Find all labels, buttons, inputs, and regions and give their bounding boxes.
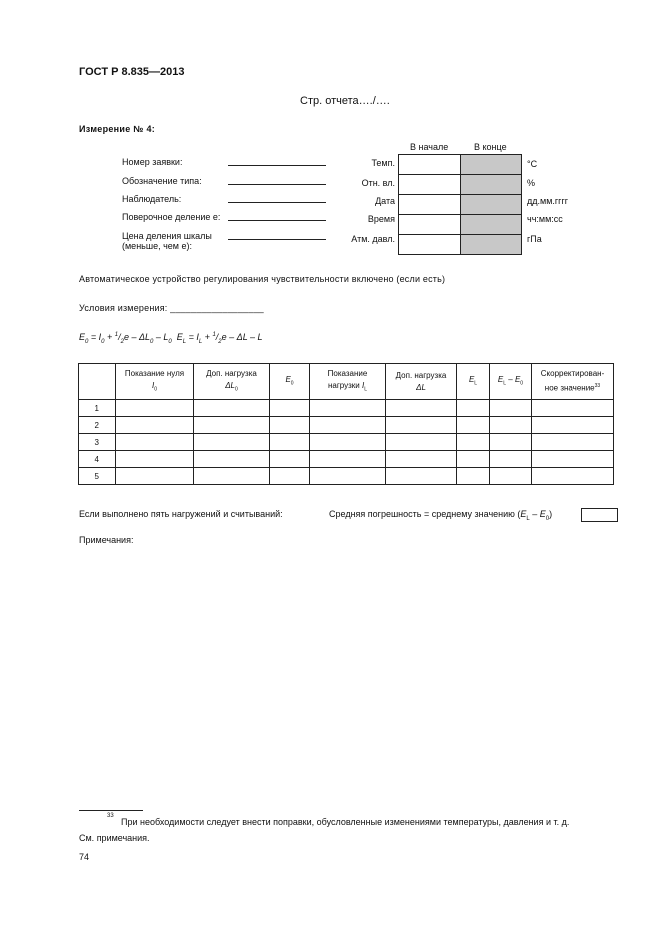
time-start-cell[interactable] [399,215,461,235]
header-diff-minus: – [506,374,515,384]
five-loads-text: Если выполнено пять нагружений и считываний: [79,509,283,519]
table-cell[interactable] [116,434,194,451]
average-error-minus: – [529,509,540,519]
header-diff-b-sub: 0 [520,380,524,387]
header-add-load-2 [386,364,457,400]
header-diff-b: E [514,374,521,384]
table-cell[interactable] [116,417,194,434]
table-cell[interactable] [270,400,310,417]
footnote-mark: 33 [107,813,114,819]
header-load-reading-text-2: нагрузки [327,380,360,390]
table-cell[interactable] [386,400,457,417]
measurement-table [78,363,614,485]
table-cell[interactable] [490,417,532,434]
table-cell[interactable] [310,400,386,417]
measurement-title: Измерение № 4: [79,124,156,134]
temp-start-cell[interactable] [399,155,461,175]
table-cell[interactable] [386,417,457,434]
header-diff [490,364,532,400]
table-cell[interactable] [490,468,532,485]
header-row-number [79,364,116,400]
average-error-box[interactable] [581,508,618,522]
request-number-label: Номер заявки: [122,157,183,167]
average-error-label: Средняя погрешность = среднему значению ( [329,509,521,519]
row-number: 3 [79,434,116,451]
table-cell[interactable] [194,468,270,485]
average-error-a-sub: L [526,515,530,522]
table-cell[interactable] [194,451,270,468]
pressure-unit: гПа [527,234,542,244]
table-row [79,434,614,451]
date-start-cell[interactable] [399,195,461,215]
notes-label: Примечания: [79,535,134,545]
table-cell[interactable] [270,468,310,485]
header-load-reading-text-1: Показание [327,368,368,378]
table-row [79,468,614,485]
header-diff-a-sub: L [503,380,507,387]
humidity-unit: % [527,178,536,188]
table-cell[interactable] [490,400,532,417]
table-cell[interactable] [532,434,614,451]
table-cell[interactable] [457,434,490,451]
table-cell[interactable] [310,434,386,451]
header-add-load-2-text: Доп. нагрузка [395,370,447,380]
type-designation-label: Обозначение типа: [122,176,202,186]
table-cell[interactable] [457,451,490,468]
table-row [79,451,614,468]
scale-interval-label-2: (меньше, чем e): [122,241,192,251]
average-error-a: E [520,509,527,519]
header-e0-symbol: E [285,374,291,384]
header-zero-sub: 0 [154,386,157,393]
temp-unit: °C [527,159,538,169]
table-cell[interactable] [386,434,457,451]
row-number: 2 [79,417,116,434]
header-add-load-1-symbol: ΔL [225,380,236,390]
header-zero-reading-text: Показание нуля [124,368,185,378]
pressure-label: Атм. давл. [351,234,395,244]
header-e0-sub: 0 [290,380,294,387]
table-cell[interactable] [457,400,490,417]
table-cell[interactable] [386,451,457,468]
header-add-load-1-text: Доп. нагрузка [206,368,257,378]
time-end-cell[interactable] [460,215,522,235]
col-end-header: В конце [474,142,507,152]
auto-device-text: Автоматическое устройство регулирования чувствительности включено (если есть) [79,274,446,284]
header-corrected-text-1: Скорректирован- [540,369,605,379]
average-error-b-sub: 0 [545,515,550,522]
header-el [457,364,490,400]
table-cell[interactable] [194,434,270,451]
header-zero-symbol: I [151,380,155,390]
table-cell[interactable] [532,451,614,468]
table-row [79,400,614,417]
average-error-text [329,509,552,522]
row-number: 5 [79,468,116,485]
humidity-end-cell[interactable] [460,175,522,195]
scale-interval-label-1: Цена деления шкалы [122,231,212,241]
header-load-reading [310,364,386,400]
table-cell[interactable] [532,468,614,485]
table-cell[interactable] [386,468,457,485]
document-id: ГОСТ Р 8.835—2013 [79,66,185,78]
header-add-load-1 [194,364,270,400]
measurement-conditions: Условия измерения: __________________ [79,303,264,313]
type-designation-line[interactable] [228,184,326,185]
header-load-reading-symbol: I [362,380,365,390]
scale-interval-line[interactable] [228,239,326,240]
page-number: 74 [79,852,90,862]
table-row [79,417,614,434]
date-label: Дата [375,196,395,206]
header-add-load-1-sub: 0 [235,386,238,393]
footnote-text: При необходимости следует внести поправки, обусловленные изменениями температуры, давления и т. д. [121,817,570,827]
header-el-symbol: E [468,374,475,384]
table-cell[interactable] [194,417,270,434]
table-cell[interactable] [310,468,386,485]
row-number: 1 [79,400,116,417]
verification-interval-label: Поверочное деление e: [122,212,221,222]
date-unit: дд.мм.гггг [527,196,569,206]
table-cell[interactable] [194,400,270,417]
time-unit: чч:мм:сс [527,214,563,224]
table-cell[interactable] [270,434,310,451]
header-zero-reading [116,364,194,400]
col-start-header: В начале [410,142,449,152]
temp-label: Темп. [371,158,395,168]
table-cell[interactable] [310,417,386,434]
conditions-grid [398,154,522,255]
header-corrected [532,364,614,400]
table-cell[interactable] [532,417,614,434]
table-cell[interactable] [457,417,490,434]
request-number-line[interactable] [228,165,326,166]
humidity-start-cell[interactable] [399,175,461,195]
header-el-sub: L [474,380,478,387]
verification-interval-line[interactable] [228,220,326,221]
table-cell[interactable] [490,451,532,468]
table-cell[interactable] [490,434,532,451]
date-end-cell[interactable] [460,195,522,215]
humidity-label: Отн. вл. [361,178,395,188]
pressure-end-cell[interactable] [460,235,522,255]
header-add-load-2-symbol: ΔL [416,382,426,392]
header-corrected-footnote: 33 [594,383,601,390]
table-cell[interactable] [270,451,310,468]
table-cell[interactable] [532,400,614,417]
header-load-reading-sub: L [364,386,368,393]
table-cell[interactable] [116,400,194,417]
temp-end-cell[interactable] [460,155,522,175]
header-diff-a: E [497,374,504,384]
time-label: Время [367,214,395,224]
table-cell[interactable] [457,468,490,485]
observer-label: Наблюдатель: [122,194,182,204]
average-error-close: ) [549,509,553,519]
table-cell[interactable] [116,451,194,468]
table-cell[interactable] [270,417,310,434]
footnote-see-notes: См. примечания. [79,833,150,843]
header-corrected-text-2: ное значение [544,383,595,393]
formula: $E_0 = I_0 + ^1/_2e - \Delta L_0 - L_0$ $E_L = I_L + ^1/_2e - \Delta L - L$ [79,332,263,345]
observer-line[interactable] [228,202,326,203]
header-e0 [270,364,310,400]
pressure-start-cell[interactable] [399,235,461,255]
row-number: 4 [79,451,116,468]
footnote-rule [79,810,143,811]
average-error-b: E [539,509,546,519]
table-cell[interactable] [310,451,386,468]
report-page-field: Стр. отчета…./…. [300,95,390,107]
table-cell[interactable] [116,468,194,485]
